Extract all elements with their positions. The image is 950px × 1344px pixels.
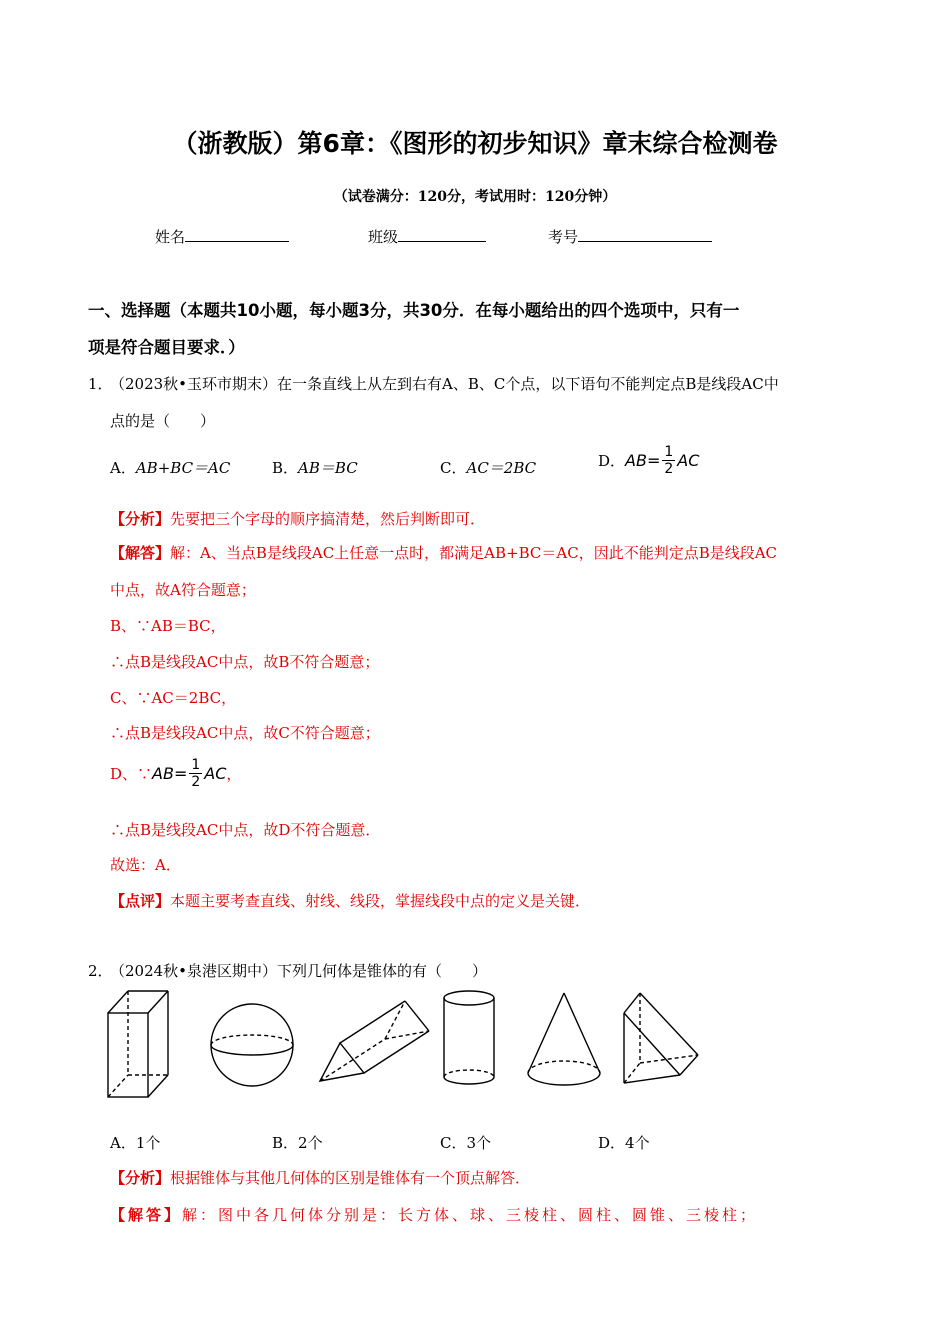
cone-shape bbox=[528, 993, 600, 1085]
option-text: AB+BC＝AC bbox=[135, 459, 231, 477]
page-title: （浙教版）第6章：《图形的初步知识》章末综合检测卷 bbox=[172, 129, 778, 158]
option-label: C． bbox=[440, 459, 467, 477]
q2-answer bbox=[110, 1204, 758, 1225]
q1-answer-line4: ∴点B是线段AC中点，故B不符合题意； bbox=[110, 653, 380, 671]
fraction bbox=[662, 444, 675, 477]
analysis-text: 根据锥体与其他几何体的区别是锥体有一个顶点解答． bbox=[170, 1169, 531, 1187]
answer-suffix: ， bbox=[226, 765, 242, 783]
class-field bbox=[368, 226, 486, 247]
q1-answer-line6: ∴点B是线段AC中点，故C不符合题意； bbox=[110, 724, 380, 742]
comment-tag: 【点评】 bbox=[110, 892, 171, 910]
cuboid-shape bbox=[108, 991, 168, 1097]
exam-info: （试卷满分：120分，考试用时：120分钟） bbox=[333, 189, 617, 205]
option-text: 4个 bbox=[625, 1134, 650, 1152]
q1-analysis bbox=[110, 508, 485, 529]
q2-analysis bbox=[110, 1167, 530, 1188]
formula-equals: = bbox=[173, 764, 188, 783]
formula-lhs: AB bbox=[625, 451, 647, 470]
q1-answer-line2: 中点，故A符合题意； bbox=[110, 581, 256, 599]
q1-answer-line8: ∴点B是线段AC中点，故D不符合题意． bbox=[110, 821, 381, 839]
option-label: D． bbox=[598, 1134, 626, 1152]
answer-prefix: D、∵ bbox=[110, 765, 153, 783]
option-label: B． bbox=[272, 459, 299, 477]
fraction-numerator: 1 bbox=[664, 444, 674, 460]
q1-option-b bbox=[272, 457, 358, 478]
triangular-prism-shape bbox=[320, 1001, 429, 1081]
formula-rhs: AC bbox=[204, 764, 227, 783]
option-label: A． bbox=[110, 459, 136, 477]
fraction-numerator: 1 bbox=[191, 757, 201, 773]
section-heading-line1: 一、选择题（本题共10小题，每小题3分，共30分．在每小题给出的四个选项中，只有一 bbox=[88, 301, 740, 320]
q1-answer-line9: 故选：A． bbox=[110, 856, 181, 874]
q1-stem-line1: （2023秋•玉环市期末）在一条直线上从左到右有A、B、C个点，以下语句不能判定点B是线段AC中 bbox=[110, 375, 779, 393]
formula-equals: = bbox=[646, 451, 661, 470]
q1-answer-line1 bbox=[110, 542, 777, 563]
name-label: 姓名 bbox=[155, 228, 186, 246]
q2-option-c bbox=[440, 1132, 491, 1153]
option-text: 3个 bbox=[466, 1134, 492, 1152]
q1-stem-line2: 点的是（ ） bbox=[110, 412, 216, 430]
option-label: D． bbox=[598, 452, 626, 470]
option-text: AB＝BC bbox=[298, 459, 358, 477]
exam-number-label: 考号 bbox=[548, 228, 579, 246]
q1-option-a bbox=[110, 457, 230, 478]
q1-answer-line5: C、∵AC＝2BC， bbox=[110, 689, 237, 707]
option-text: 2个 bbox=[298, 1134, 323, 1152]
q1-answer-line7 bbox=[110, 757, 241, 790]
option-text: 1个 bbox=[135, 1134, 161, 1152]
q1-option-c bbox=[440, 457, 536, 478]
option-label: A． bbox=[110, 1134, 136, 1152]
option-label: C． bbox=[440, 1134, 467, 1152]
answer-text: 解：A、当点B是线段AC上任意一点时，都满足AB+BC＝AC，因此不能判定点B是线段AC bbox=[170, 544, 778, 562]
q2-option-a bbox=[110, 1132, 160, 1153]
formula-rhs: AC bbox=[677, 451, 700, 470]
answer-tag: 【解答】 bbox=[110, 1206, 183, 1224]
option-text: AC＝2BC bbox=[466, 459, 537, 477]
q2-option-d bbox=[598, 1132, 650, 1153]
option-label: B． bbox=[272, 1134, 299, 1152]
section-heading-line2: 项是符合题目要求．） bbox=[88, 338, 245, 357]
q2-stem: （2024秋•泉港区期中）下列几何体是锥体的有（ ） bbox=[110, 962, 488, 980]
analysis-tag: 【分析】 bbox=[110, 510, 171, 528]
fraction-denominator: 2 bbox=[664, 461, 674, 477]
q2-number: 2． bbox=[88, 962, 113, 980]
exam-number-blank bbox=[578, 227, 712, 242]
q2-option-b bbox=[272, 1132, 323, 1153]
analysis-tag: 【分析】 bbox=[110, 1169, 171, 1187]
q2-shapes-figure bbox=[100, 985, 710, 1100]
fraction bbox=[189, 757, 202, 790]
cylinder-shape bbox=[444, 991, 494, 1084]
triangular-prism-upright-shape bbox=[624, 993, 698, 1083]
answer-text: 解：图中各几何体分别是：长方体、球、三棱柱、圆柱、圆锥、三棱柱； bbox=[182, 1206, 759, 1224]
name-field bbox=[155, 226, 289, 247]
fraction-denominator: 2 bbox=[191, 774, 201, 790]
formula-lhs: AB bbox=[152, 764, 174, 783]
name-blank bbox=[185, 227, 289, 242]
comment-text: 本题主要考查直线、射线、线段，掌握线段中点的定义是关键． bbox=[170, 892, 591, 910]
q1-comment bbox=[110, 890, 590, 911]
sphere-shape bbox=[211, 1004, 293, 1086]
class-label: 班级 bbox=[368, 228, 399, 246]
q1-answer-line3: B、∵AB＝BC， bbox=[110, 617, 226, 635]
q1-option-d bbox=[598, 444, 699, 477]
analysis-text: 先要把三个字母的顺序搞清楚，然后判断即可． bbox=[170, 510, 486, 528]
q1-number: 1． bbox=[88, 375, 113, 393]
class-blank bbox=[398, 227, 486, 242]
answer-tag: 【解答】 bbox=[110, 544, 171, 562]
exam-number-field bbox=[548, 226, 712, 247]
